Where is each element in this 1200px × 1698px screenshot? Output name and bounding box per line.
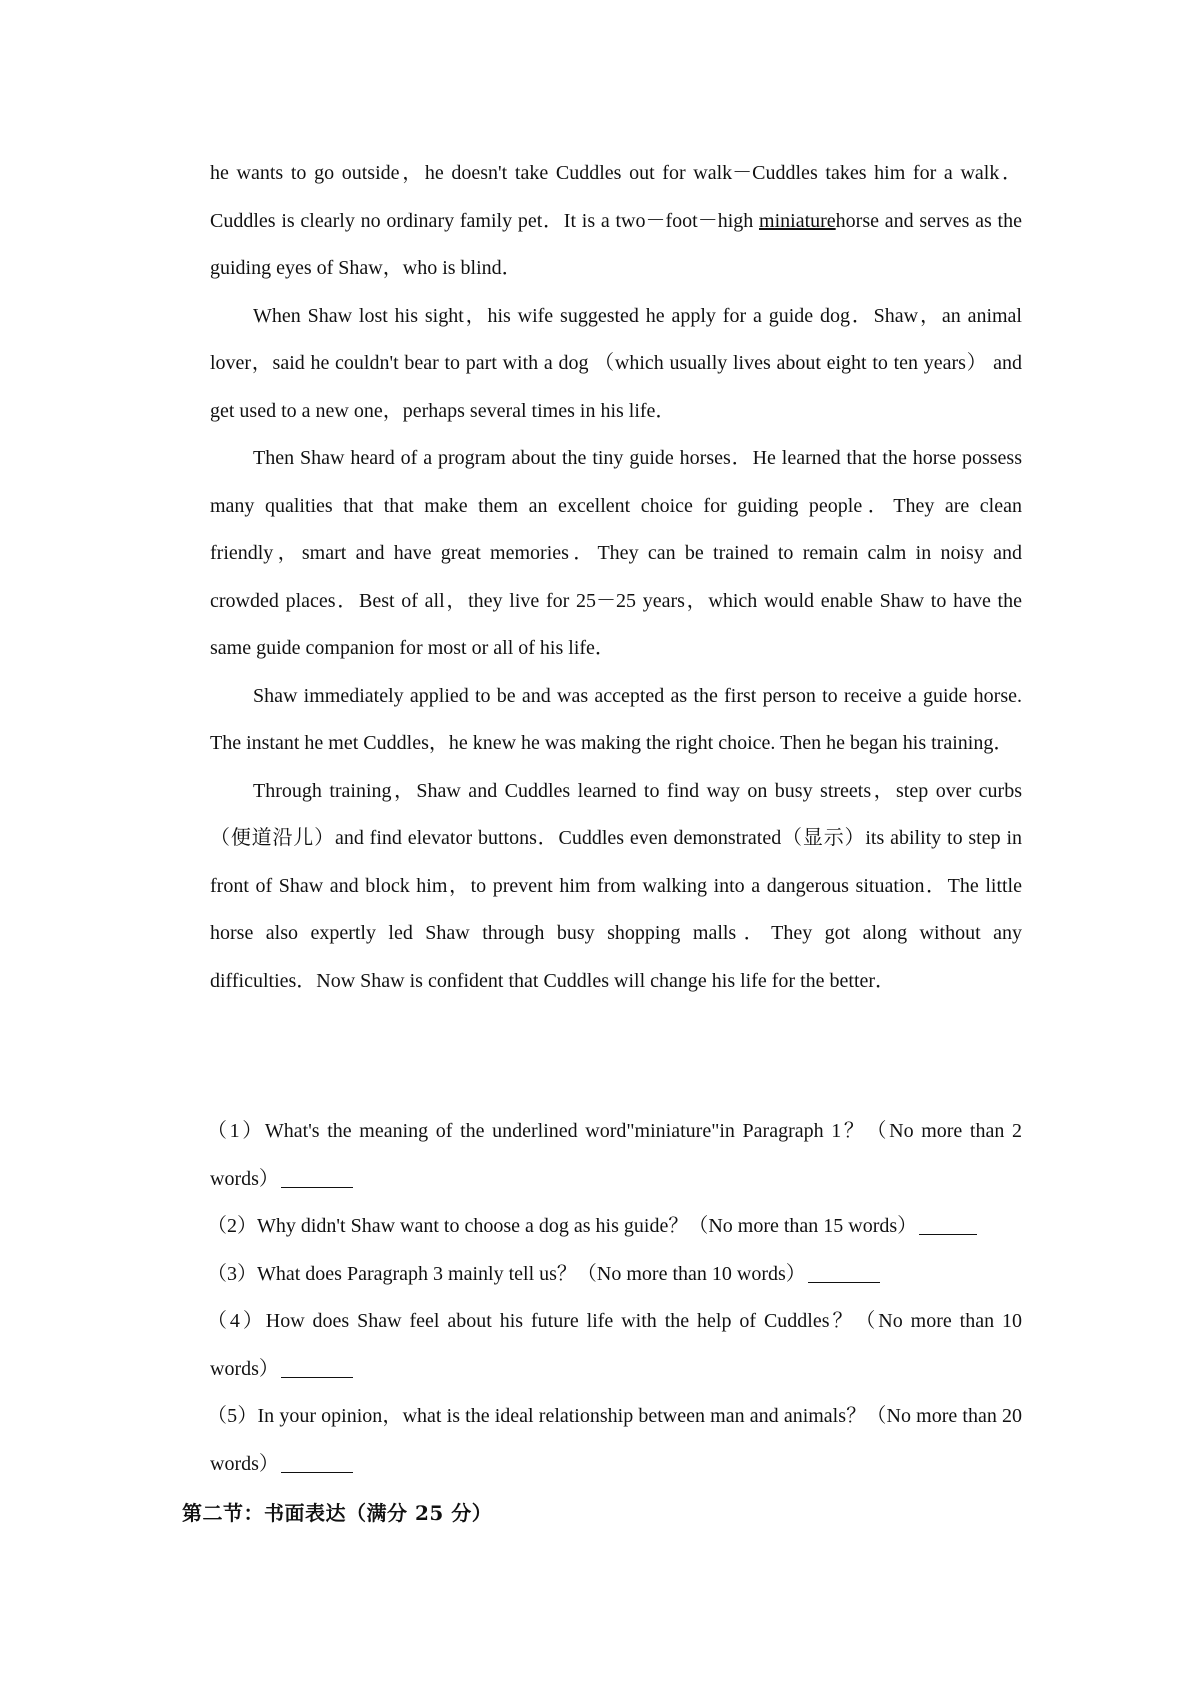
paragraph-2: When Shaw lost his sight，his wife suggested he apply for a guide dog．Shaw，an animal lover，said he couldn't bear to part with a dog （which usually lives about eight to ten years） and get used to a new one，perhaps several times in his life．	[210, 304, 1022, 422]
answer-blank-2[interactable]	[919, 1214, 977, 1235]
question-1	[207, 1108, 1022, 1203]
question-list	[207, 1108, 1022, 1488]
section-heading: 第二节：书面表达（满分 25 分）	[182, 1501, 493, 1525]
paragraph-4: Shaw immediately applied to be and was accepted as the first person to receive a guide horse. The instant he met Cuddles，he knew he was making the right choice. Then he began his training．	[210, 684, 1022, 754]
answer-blank-3[interactable]	[808, 1262, 880, 1283]
answer-blank-4[interactable]	[281, 1357, 353, 1378]
question-5-text: （5）In your opinion，what is the ideal relationship between man and animals？（No more than 20 words）	[207, 1405, 1022, 1475]
underlined-word-miniature: miniature	[759, 209, 836, 232]
answer-blank-5[interactable]	[281, 1452, 353, 1473]
question-1-text: （1）What's the meaning of the underlined word"miniature"in Paragraph 1？（No more than 2 words）	[207, 1120, 1022, 1190]
paragraph-1	[210, 150, 1022, 293]
question-5	[207, 1393, 1022, 1488]
question-2-text: （2）Why didn't Shaw want to choose a dog as his guide？（No more than 15 words）	[207, 1215, 918, 1237]
reading-passage	[210, 150, 1022, 1005]
question-2	[207, 1203, 1022, 1251]
paragraph-5: Through training，Shaw and Cuddles learned to find way on busy streets，step over curbs（便道沿儿）and find elevator buttons．Cuddles even demonstrated（显示）its ability to step in front of Shaw and block him，to prevent him from walking into a dangerous situation．The little horse also expertly led Shaw through busy shopping malls．They got along without any difficulties．Now Shaw is confident that Cuddles will change his life for the better．	[210, 779, 1022, 992]
paragraph-3: Then Shaw heard of a program about the tiny guide horses．He learned that the horse possess many qualities that that make them an excellent choice for guiding people．They are clean friendly，smart and have great memories．They can be trained to remain calm in noisy and crowded places．Best of all，they live for 25－25 years，which would enable Shaw to have the same guide companion for most or all of his life．	[210, 447, 1022, 659]
answer-blank-1[interactable]	[281, 1167, 353, 1188]
paragraph-1-text-end: horse and serves as the guiding eyes of Shaw，who is blind．	[210, 209, 1022, 279]
question-4	[207, 1298, 1022, 1393]
question-3-text: （3）What does Paragraph 3 mainly tell us？（No more than 10 words）	[207, 1262, 806, 1285]
paragraph-1-text-start: he wants to go outside，he doesn't take Cuddles out for walk－Cuddles takes him for a walk．Cuddles is clearly no ordinary family pet．It is a two－foot－high	[210, 162, 1022, 232]
question-4-text: （4）How does Shaw feel about his future life with the help of Cuddles？（No more than 10 words）	[207, 1310, 1022, 1380]
question-3	[207, 1251, 1022, 1299]
